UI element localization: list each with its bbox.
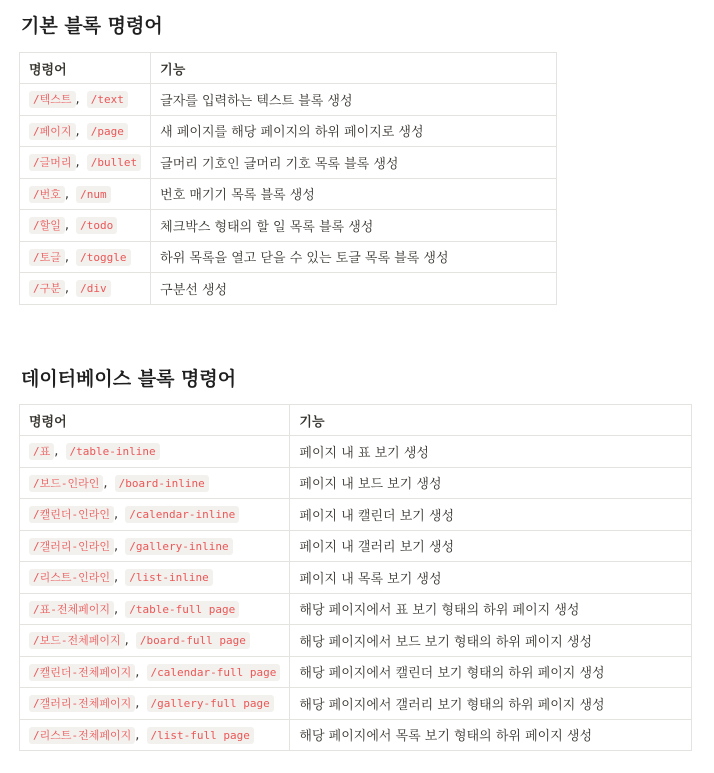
command-code-en: /page	[87, 123, 128, 140]
command-code-en: /gallery-inline	[125, 538, 232, 555]
function-cell: 페이지 내 표 보기 생성	[290, 436, 692, 468]
function-cell: 새 페이지를 해당 페이지의 하위 페이지로 생성	[151, 115, 557, 147]
command-code-en: /text	[87, 91, 128, 108]
command-code-ko: /토글	[29, 249, 65, 266]
table-row	[20, 147, 557, 179]
command-code-en: /bullet	[87, 154, 141, 171]
function-cell: 페이지 내 목록 보기 생성	[290, 562, 692, 594]
table-row	[20, 241, 557, 273]
function-cell: 하위 목록을 열고 닫을 수 있는 토글 목록 블록 생성	[151, 241, 557, 273]
table-header-row	[20, 405, 692, 436]
function-cell: 해당 페이지에서 표 보기 형태의 하위 페이지 생성	[290, 593, 692, 625]
command-cell: /리스트-전체페이지 , /list-full page	[20, 719, 290, 751]
command-code-ko: /구분	[29, 280, 65, 297]
command-code-ko: /리스트-인라인	[29, 569, 114, 586]
command-code-ko: /캘린더-전체페이지	[29, 664, 135, 681]
function-cell: 구분선 생성	[151, 273, 557, 305]
table-header-row	[20, 53, 557, 84]
table-row	[20, 115, 557, 147]
command-cell: /토글 , /toggle	[20, 241, 151, 273]
table-row	[20, 625, 692, 657]
function-cell: 글머리 기호인 글머리 기호 목록 블록 생성	[151, 147, 557, 179]
table-row	[20, 656, 692, 688]
header-function: 기능	[151, 53, 557, 84]
table-row	[20, 467, 692, 499]
command-cell: /캘린더-인라인 , /calendar-inline	[20, 499, 290, 531]
table-row	[20, 210, 557, 242]
table-row	[20, 84, 557, 116]
table-row	[20, 688, 692, 720]
command-code-ko: /표	[29, 443, 54, 460]
command-code-en: /board-full page	[136, 632, 250, 649]
command-code-ko: /텍스트	[29, 91, 76, 108]
command-cell: /리스트-인라인 , /list-inline	[20, 562, 290, 594]
command-code-ko: /페이지	[29, 123, 76, 140]
command-code-en: /todo	[76, 217, 117, 234]
command-code-ko: /리스트-전체페이지	[29, 727, 135, 744]
command-code-en: /table-inline	[66, 443, 160, 460]
table-row	[20, 499, 692, 531]
command-cell: /표-전체페이지 , /table-full page	[20, 593, 290, 625]
function-cell: 해당 페이지에서 캘린더 보기 형태의 하위 페이지 생성	[290, 656, 692, 688]
function-cell: 글자를 입력하는 텍스트 블록 생성	[151, 84, 557, 116]
basic-commands-table	[19, 52, 557, 305]
command-cell: /번호 , /num	[20, 178, 151, 210]
command-cell: /표 , /table-inline	[20, 436, 290, 468]
command-code-en: /div	[76, 280, 111, 297]
command-code-ko: /할일	[29, 217, 65, 234]
function-cell: 체크박스 형태의 할 일 목록 블록 생성	[151, 210, 557, 242]
header-command: 명령어	[20, 405, 290, 436]
command-code-en: /list-inline	[125, 569, 212, 586]
command-cell: /보드-전체페이지 , /board-full page	[20, 625, 290, 657]
table-row	[20, 562, 692, 594]
function-cell: 해당 페이지에서 목록 보기 형태의 하위 페이지 생성	[290, 719, 692, 751]
command-code-en: /calendar-full page	[147, 664, 281, 681]
command-code-en: /gallery-full page	[147, 695, 274, 712]
function-cell: 해당 페이지에서 갤러리 보기 형태의 하위 페이지 생성	[290, 688, 692, 720]
command-cell: /갤러리-인라인 , /gallery-inline	[20, 530, 290, 562]
command-code-ko: /보드-전체페이지	[29, 632, 125, 649]
command-code-ko: /번호	[29, 186, 65, 203]
command-code-en: /toggle	[76, 249, 130, 266]
table-row	[20, 273, 557, 305]
command-code-ko: /글머리	[29, 154, 76, 171]
command-cell: /텍스트 , /text	[20, 84, 151, 116]
table-row	[20, 719, 692, 751]
command-code-en: /calendar-inline	[125, 506, 239, 523]
command-code-ko: /캘린더-인라인	[29, 506, 114, 523]
table-row	[20, 436, 692, 468]
command-code-en: /list-full page	[147, 727, 254, 744]
table-row	[20, 593, 692, 625]
command-cell: /구분 , /div	[20, 273, 151, 305]
command-cell: /보드-인라인 , /board-inline	[20, 467, 290, 499]
database-commands-heading: 데이터베이스 블록 명령어	[21, 368, 237, 390]
command-cell: /글머리 , /bullet	[20, 147, 151, 179]
command-cell: /할일 , /todo	[20, 210, 151, 242]
function-cell: 페이지 내 갤러리 보기 생성	[290, 530, 692, 562]
command-code-en: /board-inline	[115, 475, 209, 492]
command-code-ko: /보드-인라인	[29, 475, 103, 492]
table-row	[20, 178, 557, 210]
function-cell: 번호 매기기 목록 블록 생성	[151, 178, 557, 210]
function-cell: 해당 페이지에서 보드 보기 형태의 하위 페이지 생성	[290, 625, 692, 657]
command-code-en: /table-full page	[125, 601, 239, 618]
header-command: 명령어	[20, 53, 151, 84]
command-cell: /페이지 , /page	[20, 115, 151, 147]
command-cell: /캘린더-전체페이지 , /calendar-full page	[20, 656, 290, 688]
table-row	[20, 530, 692, 562]
database-commands-table	[19, 404, 692, 751]
command-code-ko: /표-전체페이지	[29, 601, 114, 618]
command-code-en: /num	[76, 186, 111, 203]
header-function: 기능	[290, 405, 692, 436]
command-code-ko: /갤러리-전체페이지	[29, 695, 135, 712]
basic-commands-heading: 기본 블록 명령어	[21, 15, 163, 37]
command-cell: /갤러리-전체페이지 , /gallery-full page	[20, 688, 290, 720]
function-cell: 페이지 내 보드 보기 생성	[290, 467, 692, 499]
command-code-ko: /갤러리-인라인	[29, 538, 114, 555]
function-cell: 페이지 내 캘린더 보기 생성	[290, 499, 692, 531]
